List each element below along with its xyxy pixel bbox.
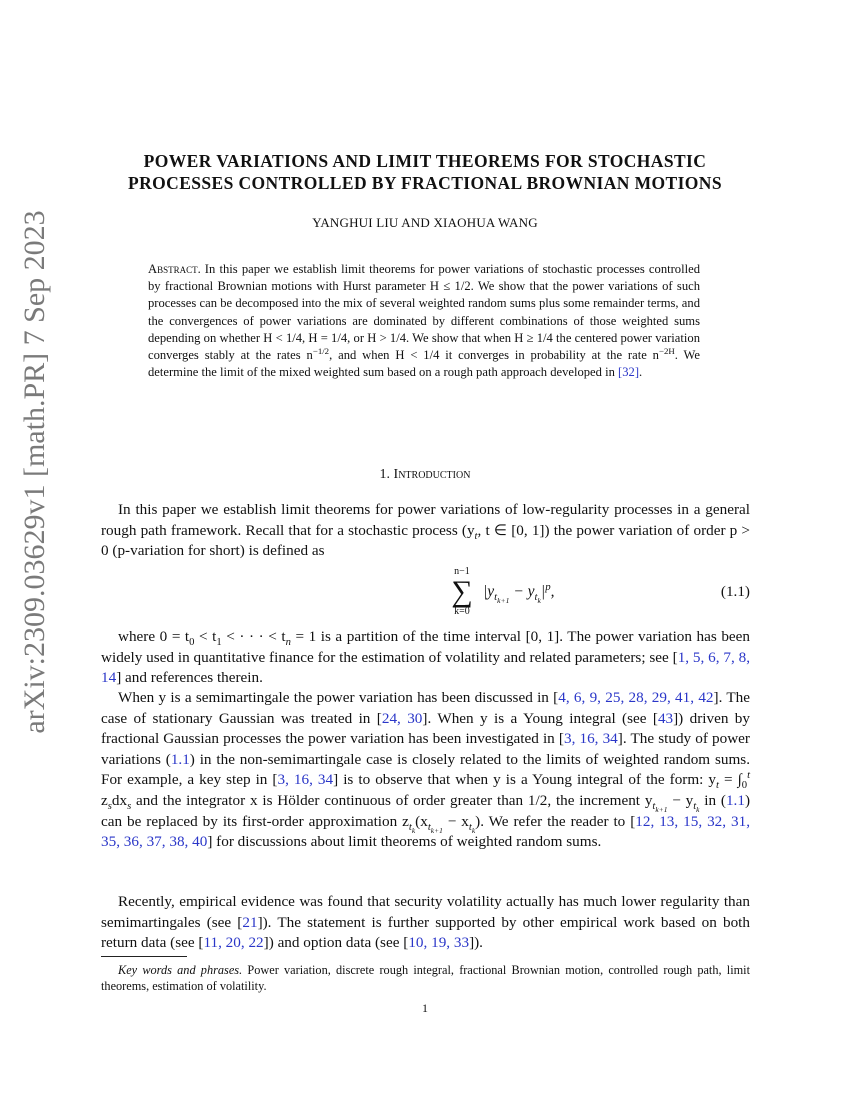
- para3-text-n: ) can be replaced by its first-order approximation z: [101, 791, 750, 830]
- para3-text-o: (x: [415, 812, 428, 830]
- citation-link[interactable]: 11, 20, 22: [203, 934, 264, 952]
- para4-text-b: ]). The statement is further supported by other empirical work based on both return data (see [: [101, 913, 750, 952]
- para1-text-b: , t ∈ [0, 1]) the power variation of order p > 0 (p-variation for short) is defined as: [101, 521, 750, 560]
- para3-text-m: in (: [699, 791, 726, 809]
- footnote-text: Power variation, discrete rough integral, fractional Brownian motion, controlled rough path, limit theorems, estimation of volatility.: [101, 963, 751, 993]
- sum-lower-limit: k=0: [454, 606, 470, 617]
- equation-link[interactable]: 1.1: [170, 750, 190, 768]
- para2-text-a: where 0 = t: [118, 628, 190, 645]
- para3-text-a: When y is a semimartingale the power variation has been discussed in [: [118, 689, 559, 706]
- abstract-text-d: .: [639, 365, 643, 380]
- para3-text-c: ]. When y is a Young integral (see [: [422, 709, 658, 727]
- citation-link[interactable]: 21: [242, 913, 258, 931]
- para3-text-k: and the integrator x is Hölder continuous of order greater than 1/2, the increment y: [131, 791, 653, 809]
- citation-link[interactable]: 1, 5, 6, 7, 8, 14: [101, 648, 750, 687]
- citation-link[interactable]: 3, 16, 34: [277, 771, 334, 789]
- citation-link[interactable]: 3, 16, 34: [563, 730, 618, 748]
- abstract-text-b: , and when H < 1/4 it converges in probability at the rate n: [329, 348, 659, 363]
- equation-number: (1.1): [720, 583, 750, 600]
- citation-link[interactable]: 12, 13, 15, 32, 31, 35, 36, 37, 38, 40: [101, 812, 750, 851]
- equation-1-1: [101, 566, 750, 622]
- para3-text-e: ]. The study of power variations (: [101, 730, 750, 768]
- abstract-text-c: . We determine the limit of the mixed weighted sum based on a rough path approach developed in: [148, 348, 700, 380]
- abstract-text-a: In this paper we establish limit theorems for power variations of stochastic processes controlled by fractional Brownian motions with Hurst parameter H ≤ 1/2. We show that the power variations of such processes can be decomposed into the mix of several weighted random sums plus some remainder terms, and the convergences of power variations are dominated by different combinations of those weighted sums depending on whether H < 1/4, H = 1/4, or H > 1/4. We show that when H ≥ 1/4 the centered power variation converges stably at the rates n: [148, 262, 700, 363]
- footnote-label: Key words and phrases.: [118, 963, 243, 977]
- para2-text-e: ] and references therein.: [116, 669, 263, 687]
- citation-link[interactable]: 10, 19, 33: [408, 934, 470, 952]
- citation-link[interactable]: 43: [657, 709, 674, 727]
- page-number: 1: [422, 1001, 428, 1015]
- section-number: 1.: [379, 467, 391, 482]
- paragraph-intro: In this paper we establish limit theorems for power variations of low-regularity processes in a general rough path framework. Recall that for a stochastic process ($y_t$, t ∈ [0, 1]) the power variation of order p > 0 (p-variation for short) is defined as: [101, 501, 750, 560]
- para3-text-h: = ∫: [718, 771, 742, 789]
- paper-title: [80, 150, 770, 194]
- summation-symbol: [447, 566, 477, 618]
- sum-upper-limit: n−1: [454, 566, 470, 577]
- footnote-rule: [101, 956, 187, 957]
- para3-text-b: ]. The case of stationary Gaussian was treated in [: [101, 689, 750, 727]
- para3-text-g: ] is to observe that when y is a Young integral of the form: y: [333, 771, 717, 789]
- abstract: [148, 261, 700, 381]
- paragraph-literature: When y is a semimartingale the power variation has been discussed in [4, 6, 9, 25, 28, 29, 41, 42]. The case of stationary Gaussian was treated in [24, 30]. When y is a Young integral (see [43]) driven by fractional Gaussian processes the power variation has been investigated in [3, 16, 34]. The study of power variations (1.1) in the non-semimartingale case is closely related to the limits of weighted random sums. For example, a key step in [3, 16, 34] is to observe that when y is a Young integral of the form: $y_t = \int_0^t$ $z_sdx_s$ and the integrator x is Hölder continuous of order greater than 1/2, the increment $y_{t_{k+1}} - y_{t_k}$ in (1.1) can be replaced by its first-order approximation $z_{t_k}(x_{t_{k+1}} - x_{t_k})$. We refer the reader to [12, 13, 15, 32, 31, 35, 36, 37, 38, 40] for discussions about limit theorems of weighted random sums.: [101, 689, 751, 851]
- paragraph-empirical: [101, 892, 750, 954]
- para3-text-d: ]) driven by fractional Gaussian processes the power variation has been investigated in [: [101, 709, 750, 748]
- section-title: Introduction: [393, 467, 471, 482]
- title-line-2: PROCESSES CONTROLLED BY FRACTIONAL BROWNIAN MOTIONS: [128, 173, 722, 193]
- equation-body: $|y_{t_{k+1}} - y_{t_k}|^p$,: [483, 580, 555, 606]
- sigma-icon: ∑: [451, 575, 473, 608]
- arxiv-sidebar: [12, 210, 58, 734]
- para3-text-f: ) in the non-semimartingale case is closely related to the limits of weighted random sums. For example, a key step in [: [101, 750, 750, 789]
- arxiv-identifier: arXiv:2309.03629v1 [math.PR] 7 Sep 2023: [18, 210, 51, 734]
- abstract-exp-a: −1/2: [312, 345, 330, 356]
- title-line-1: POWER VARIATIONS AND LIMIT THEOREMS FOR STOCHASTIC: [143, 151, 707, 171]
- paragraph-partition: where $0 = t_0 < t_1$ < · · · < $t_n = 1$ is a partition of the time interval [0, 1]. The power variation has been widely used in quantitative finance for the estimation of volatility and related parameters; see [1, 5, 6, 7, 8, 14] and references therein.: [101, 628, 751, 687]
- para1-text-a: In this paper we establish limit theorems for power variations of low-regularity processes in a general rough path framework. Recall that for a stochastic process (y: [101, 501, 750, 539]
- para3-text-p: − x: [442, 812, 469, 830]
- para2-text-d: = 1 is a partition of the time interval [0, 1]. The power variation has been widely used in quantitative finance for the estimation of volatility and related parameters; see [: [101, 628, 751, 666]
- abstract-exp-b: −2H: [658, 345, 675, 356]
- authors: YANGHUI LIU AND XIAOHUA WANG: [312, 215, 538, 230]
- equation-link[interactable]: 1.1: [725, 791, 745, 809]
- para4-text-a: Recently, empirical evidence was found that security volatility actually has much lower regularity than semimartingales (see [: [101, 893, 750, 931]
- citation-link[interactable]: 24, 30: [381, 709, 423, 727]
- abstract-label: Abstract.: [148, 262, 201, 276]
- section-heading: [80, 467, 770, 483]
- para3-text-q: ). We refer the reader to [: [475, 812, 636, 830]
- para4-text-d: ]).: [469, 934, 483, 952]
- para3-text-r: ] for discussions about limit theorems of weighted random sums.: [207, 833, 602, 851]
- para4-text-c: ]) and option data (see [: [263, 934, 409, 952]
- citation-link[interactable]: 4, 6, 9, 25, 28, 29, 41, 42: [558, 689, 714, 706]
- para3-text-i: z: [101, 791, 108, 809]
- para2-text-c: < · · · < t: [221, 628, 286, 645]
- footnote: [101, 962, 750, 994]
- citation-link[interactable]: [32]: [618, 365, 640, 380]
- para3-text-l: − y: [667, 791, 694, 809]
- para3-text-j: dx: [111, 791, 128, 809]
- para2-text-b: < t: [194, 628, 217, 645]
